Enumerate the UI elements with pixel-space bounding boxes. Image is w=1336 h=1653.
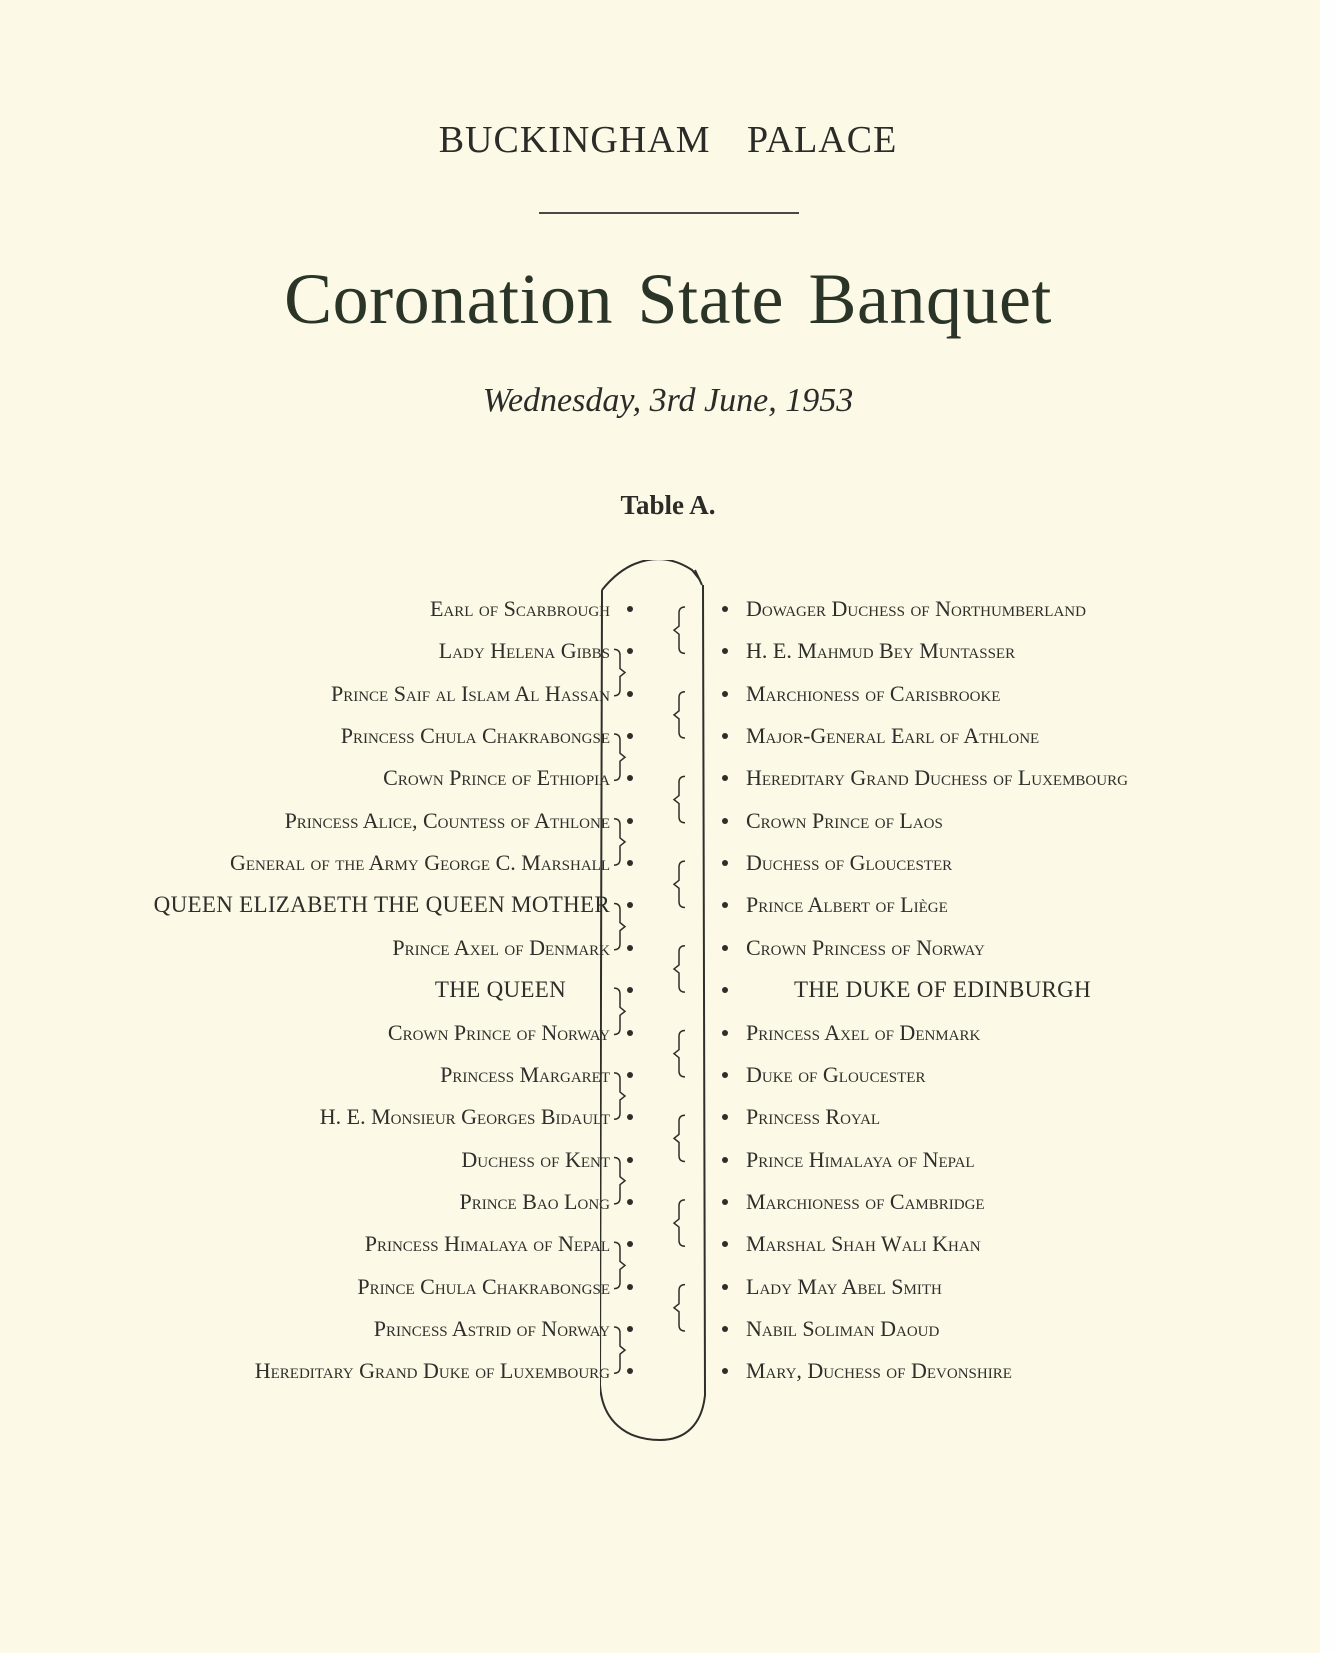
seat-marker bbox=[627, 945, 633, 951]
guest-right: Mary, Duchess of Devonshire bbox=[746, 1358, 1012, 1384]
guest-left: Prince Saif al Islam Al Hassan bbox=[330, 680, 610, 706]
seat-marker bbox=[627, 902, 633, 908]
guest-left: Princess Margaret bbox=[440, 1061, 610, 1087]
seat-marker bbox=[627, 1199, 633, 1205]
table-row bbox=[0, 755, 1336, 800]
seat-marker bbox=[627, 1030, 633, 1036]
table-row bbox=[0, 882, 1336, 927]
guest-left: Earl of Scarbrough bbox=[429, 596, 610, 621]
seat-marker bbox=[627, 860, 633, 866]
table-row bbox=[0, 840, 1336, 885]
table-row bbox=[0, 1010, 1336, 1055]
guest-left: Princess Himalaya of Nepal bbox=[364, 1231, 610, 1257]
table-row bbox=[0, 925, 1336, 970]
seat-marker bbox=[627, 775, 633, 781]
seat-marker bbox=[627, 648, 633, 654]
seat-marker bbox=[627, 691, 633, 697]
guest-right: Prince Himalaya of Nepal bbox=[746, 1146, 975, 1172]
seat-marker bbox=[722, 860, 728, 866]
table-row bbox=[0, 671, 1336, 716]
table-row bbox=[0, 1094, 1336, 1139]
seat-marker bbox=[722, 606, 728, 612]
guest-right: Dowager Duchess of Northumberland bbox=[746, 596, 1086, 621]
seat-marker bbox=[722, 648, 728, 654]
guest-left: Prince Chula Chakrabongse bbox=[357, 1273, 610, 1299]
guest-left: THE QUEEN bbox=[434, 977, 566, 1003]
guest-right: Marchioness of Cambridge bbox=[746, 1188, 985, 1214]
seat-marker bbox=[627, 606, 633, 612]
seat-marker bbox=[722, 1030, 728, 1036]
guest-right: Nabil Soliman Daoud bbox=[746, 1315, 940, 1341]
guest-left: Crown Prince of Ethiopia bbox=[383, 765, 610, 791]
guest-left: Princess Alice, Countess of Athlone bbox=[284, 807, 610, 833]
seat-marker bbox=[627, 1326, 633, 1332]
guest-right: H. E. Mahmud Bey Muntasser bbox=[746, 638, 1016, 664]
table-row bbox=[0, 1306, 1336, 1351]
seat-marker bbox=[722, 987, 728, 993]
guest-right: Lady May Abel Smith bbox=[746, 1273, 942, 1299]
guest-right: Prince Albert of Liège bbox=[746, 892, 948, 918]
seat-marker bbox=[627, 1284, 633, 1290]
table-row bbox=[0, 1221, 1336, 1266]
page-title: Coronation State Banquet bbox=[284, 259, 1052, 339]
guest-right: Major-General Earl of Athlone bbox=[746, 723, 1040, 749]
seat-marker bbox=[722, 818, 728, 824]
guest-left: Hereditary Grand Duke of Luxembourg bbox=[254, 1358, 610, 1384]
seat-marker bbox=[722, 902, 728, 908]
seat-marker bbox=[722, 775, 728, 781]
seat-marker bbox=[627, 1368, 633, 1374]
guest-right: Duke of Gloucester bbox=[746, 1061, 926, 1087]
table-name: Table A. bbox=[620, 490, 716, 520]
seat-marker bbox=[722, 1284, 728, 1290]
guest-left: Crown Prince of Norway bbox=[387, 1019, 610, 1045]
table-row bbox=[0, 713, 1336, 758]
guest-left: Princess Astrid of Norway bbox=[373, 1315, 610, 1341]
seat-marker bbox=[627, 818, 633, 824]
heading-divider bbox=[539, 212, 799, 214]
table-row bbox=[0, 1137, 1336, 1182]
seat-marker bbox=[722, 945, 728, 951]
table-row bbox=[0, 967, 1336, 1012]
guest-right: THE DUKE OF EDINBURGH bbox=[794, 977, 1091, 1003]
seat-marker bbox=[722, 1368, 728, 1374]
table-row bbox=[0, 1264, 1336, 1309]
table-row bbox=[0, 1348, 1336, 1393]
guest-right: Hereditary Grand Duchess of Luxembourg bbox=[746, 765, 1128, 791]
seat-marker bbox=[627, 987, 633, 993]
guest-right: Princess Axel of Denmark bbox=[746, 1019, 981, 1045]
seat-marker bbox=[722, 1072, 728, 1078]
palace-heading: BUCKINGHAM PALACE bbox=[438, 119, 898, 161]
seat-marker bbox=[627, 1072, 633, 1078]
guest-left: H. E. Monsieur Georges Bidault bbox=[319, 1104, 610, 1130]
guest-right: Crown Prince of Laos bbox=[746, 807, 943, 833]
table-row bbox=[0, 1179, 1336, 1224]
seat-marker bbox=[722, 1326, 728, 1332]
seat-marker bbox=[627, 733, 633, 739]
guest-left: Princess Chula Chakrabongse bbox=[340, 723, 610, 749]
seat-marker bbox=[627, 1157, 633, 1163]
seat-marker bbox=[627, 1114, 633, 1120]
table-row bbox=[0, 586, 1336, 631]
seat-marker bbox=[722, 691, 728, 697]
guest-left: Duchess of Kent bbox=[461, 1146, 610, 1172]
table-row bbox=[0, 798, 1336, 843]
seat-marker bbox=[722, 1157, 728, 1163]
guest-left: Lady Helena Gibbs bbox=[438, 638, 610, 664]
seat-marker bbox=[722, 1199, 728, 1205]
guest-left: Prince Bao Long bbox=[459, 1188, 610, 1214]
guest-left: Prince Axel of Denmark bbox=[392, 934, 610, 960]
seat-marker bbox=[722, 733, 728, 739]
seat-marker bbox=[627, 1241, 633, 1247]
guest-right: Duchess of Gloucester bbox=[746, 850, 953, 876]
guest-right: Princess Royal bbox=[746, 1104, 881, 1130]
guest-left: QUEEN ELIZABETH THE QUEEN MOTHER bbox=[153, 892, 610, 918]
guest-right: Marchioness of Carisbrooke bbox=[746, 680, 1001, 706]
table-row bbox=[0, 628, 1336, 673]
guest-right: Marshal Shah Wali Khan bbox=[746, 1231, 981, 1257]
event-date: Wednesday, 3rd June, 1953 bbox=[482, 382, 854, 419]
seat-marker bbox=[722, 1114, 728, 1120]
seat-marker bbox=[722, 1241, 728, 1247]
table-row bbox=[0, 1052, 1336, 1097]
guest-left: General of the Army George C. Marshall bbox=[229, 850, 610, 876]
guest-right: Crown Princess of Norway bbox=[746, 934, 985, 960]
